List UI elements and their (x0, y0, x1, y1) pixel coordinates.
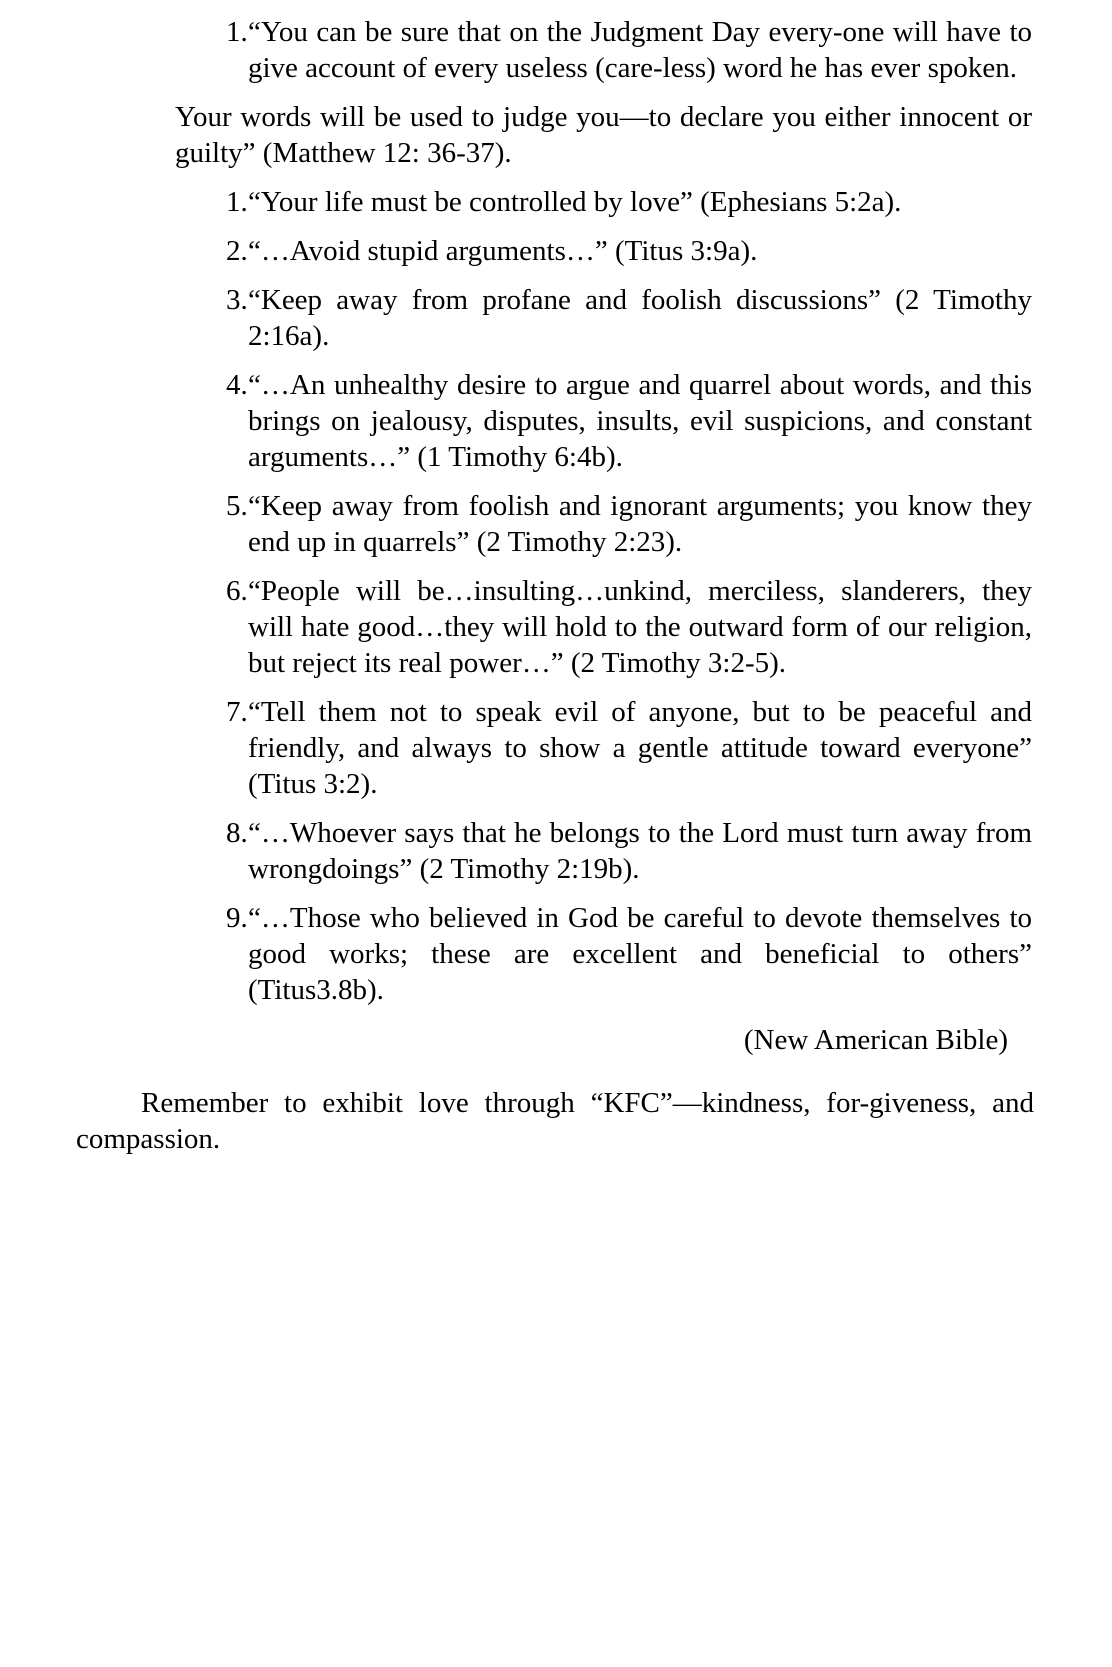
list-item-text: “Tell them not to speak evil of anyone, but to be peaceful and friendly, and always to show a gentle attitude toward everyone” (Titus 3:2). (248, 696, 1032, 800)
list-item (226, 282, 1032, 354)
list-item-number: 9. (226, 902, 248, 934)
list-item (226, 488, 1032, 560)
closing-paragraph: Remember to exhibit love through “KFC”—kindness, for-giveness, and compassion. (76, 1087, 1034, 1155)
list-item-text: “…Those who believed in God be careful to devote themselves to good works; these are excellent and beneficial to others” (Titus3.8b). (248, 902, 1032, 1006)
list-item (226, 900, 1032, 1008)
list-item-text: “Keep away from profane and foolish discussions” (2 Timothy 2:16a). (248, 284, 1032, 352)
list-item-text: “Keep away from foolish and ignorant arguments; you know they end up in quarrels” (2 Timothy 2:23). (248, 490, 1032, 558)
list-item-number: 8. (226, 817, 248, 849)
list-item-number: 3. (226, 284, 248, 316)
quote-continuation-paragraph: Your words will be used to judge you—to declare you either innocent or guilty” (Matthew 12: 36-37). (175, 101, 1032, 169)
source-attribution: (New American Bible) (743, 1024, 1008, 1056)
list-item (226, 694, 1032, 802)
list-item-number: 7. (226, 696, 248, 728)
list-item (226, 233, 1032, 269)
list-item (226, 573, 1032, 681)
intro-list-item-text: “You can be sure that on the Judgment Day every-one will have to give account of every useless (care-less) word he has ever spoken. (248, 16, 1032, 84)
list-item-text: “…Whoever says that he belongs to the Lord must turn away from wrongdoings” (2 Timothy 2:19b). (248, 817, 1032, 885)
list-item-number: 6. (226, 575, 248, 607)
list-item (226, 367, 1032, 475)
list-item (226, 815, 1032, 887)
list-item-text: “…An unhealthy desire to argue and quarrel about words, and this brings on jealousy, disputes, insults, evil suspicions, and constant arguments…” (1 Timothy 6:4b). (248, 369, 1032, 473)
list-item-text: “…Avoid stupid arguments…” (Titus 3:9a). (248, 235, 758, 267)
list-item-text: “People will be…insulting…unkind, merciless, slanderers, they will hate good…they will hold to the outward form of our religion, but reject its real power…” (2 Timothy 3:2-5). (248, 575, 1032, 679)
intro-list-item-number: 1. (226, 16, 248, 48)
list-item-number: 2. (226, 235, 248, 267)
list-item-number: 5. (226, 490, 248, 522)
list-item (226, 184, 1032, 220)
list-item-number: 1. (226, 186, 248, 218)
list-item-number: 4. (226, 369, 248, 401)
intro-list-item (226, 14, 1032, 86)
list-item-text: “Your life must be controlled by love” (Ephesians 5:2a). (248, 186, 902, 218)
